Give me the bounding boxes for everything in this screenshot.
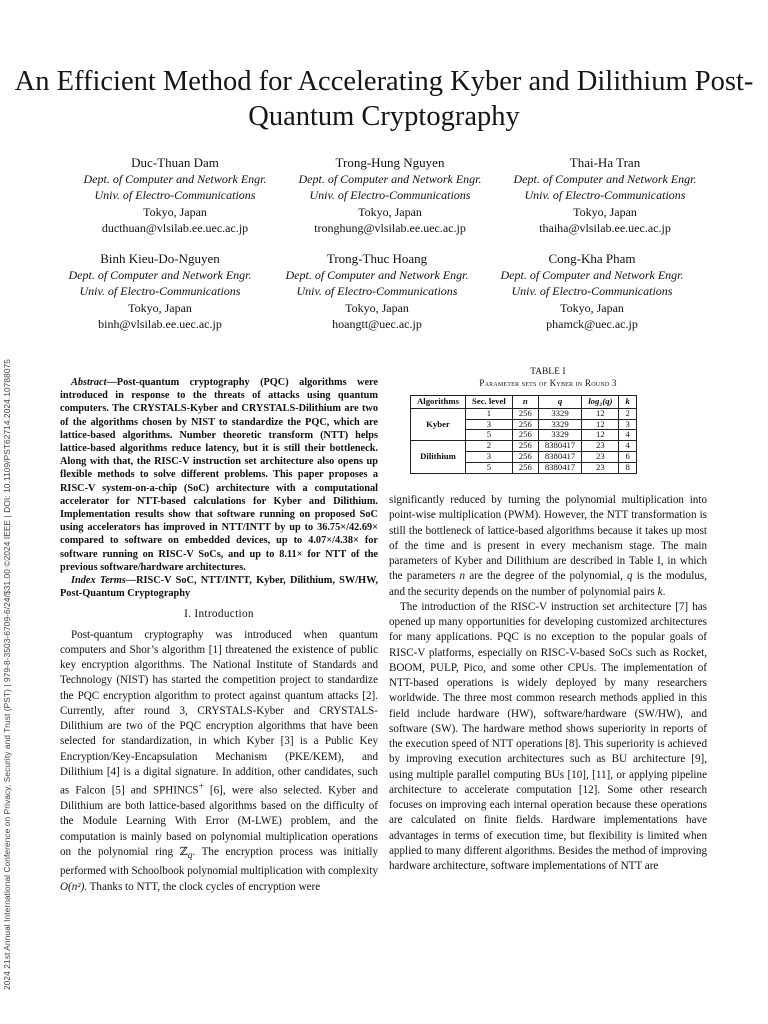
table-cell: 23 bbox=[582, 462, 619, 473]
author-dept: Dept. of Computer and Network Engr. bbox=[513, 172, 697, 186]
math-var: k bbox=[657, 585, 663, 598]
author-name: Thai-Ha Tran bbox=[569, 155, 641, 170]
paper-title bbox=[0, 64, 768, 134]
table-caption-label: TABLE I bbox=[530, 366, 566, 376]
author-city: Tokyo, Japan bbox=[345, 300, 409, 315]
table-cell: 6 bbox=[619, 451, 636, 462]
table-header: k bbox=[619, 396, 636, 409]
author-dept: Dept. of Computer and Network Engr. bbox=[500, 268, 684, 282]
index-terms-text: —RISC-V SoC, NTT/INTT, Kyber, Dilithium, SW/HW, Post-Quantum Cryptography bbox=[60, 575, 378, 600]
author-univ: Univ. of Electro-Communications bbox=[511, 284, 673, 299]
table-cell: 256 bbox=[512, 462, 538, 473]
body-text: significantly reduced by turning the polynomial multiplication into point-wise multiplication (PWM). However, the NTT transformation is still the bottleneck of lattice-based algorithms because it takes up most of the time and is present in every mechanism stage. The main parameters of Kyber and Dilithium are described in Table I, in which the parameters bbox=[389, 494, 707, 583]
table-header: Algorithms bbox=[411, 396, 466, 409]
table-cell: 256 bbox=[512, 408, 538, 419]
author-email: tronghung@vlsilab.ee.uec.ac.jp bbox=[314, 220, 466, 235]
intro-paragraph bbox=[60, 628, 378, 895]
table-cell: 1 bbox=[466, 408, 513, 419]
paper-title-text: An Efficient Method for Accelerating Kyber and Dilithium Post-Quantum Cryptography bbox=[14, 66, 754, 132]
author-univ: Univ. of Electro-Communications bbox=[309, 188, 471, 203]
complexity-expr: O(n²) bbox=[60, 880, 85, 893]
body-paragraph bbox=[389, 493, 707, 600]
author-name: Binh Kieu-Do-Nguyen bbox=[100, 251, 220, 266]
author-email: hoangtt@uec.ac.jp bbox=[332, 316, 422, 331]
table-header: n bbox=[512, 396, 538, 409]
table-cell: 256 bbox=[512, 441, 538, 452]
author-univ: Univ. of Electro-Communications bbox=[79, 284, 241, 299]
left-column bbox=[60, 376, 378, 895]
author-univ: Univ. of Electro-Communications bbox=[94, 188, 256, 203]
index-terms-label: Index Terms bbox=[71, 575, 126, 587]
author-city: Tokyo, Japan bbox=[560, 300, 624, 315]
math-var: n bbox=[459, 570, 466, 583]
ring-subscript: q bbox=[187, 851, 193, 862]
math-var: q bbox=[627, 570, 633, 583]
table-group-label: Dilithium bbox=[411, 441, 466, 473]
table-cell: 5 bbox=[466, 462, 513, 473]
table-cell: 3329 bbox=[538, 408, 581, 419]
table-cell: 5 bbox=[466, 430, 513, 441]
author-dept: Dept. of Computer and Network Engr. bbox=[83, 172, 267, 186]
author-email: binh@vlsilab.ee.uec.ac.jp bbox=[98, 316, 222, 331]
table-cell: 3329 bbox=[538, 430, 581, 441]
intro-text: Post-quantum cryptography was introduced when quantum computers and Shor’s algorithm [1] threatened the existence of public key encryption algorithms. The National Institute of Standards and Technology (NIST) has started the competition project to standardize the PQC encryption algorithm to protect against quantum attacks [2]. Currently, after round 3, CRYSTALS-Kyber and CRYSTALS-Dilithium are two of the PQC encryption algorithms that have been selected for standardization, in which Kyber [3] is a Public Key Encryption/Key-Encapsulation Mechanism (PKE/KEM), and Dilithium [4] is a digital signature. In addition, other candidates, such as Falcon [5] and SPHINCS bbox=[60, 628, 378, 797]
table-cell: 8 bbox=[619, 462, 636, 473]
author-name: Trong-Hung Nguyen bbox=[335, 155, 445, 170]
author-email: ducthuan@vlsilab.ee.uec.ac.jp bbox=[101, 220, 249, 235]
table-cell: 8380417 bbox=[538, 462, 581, 473]
intro-text: . Thanks to NTT, the clock cycles of encryption were bbox=[84, 880, 321, 893]
table-group-label: Kyber bbox=[411, 408, 466, 440]
ring-symbol: ℤ bbox=[179, 845, 188, 858]
right-column bbox=[389, 493, 707, 874]
table-row bbox=[411, 408, 637, 419]
abstract bbox=[60, 376, 378, 574]
table-cell: 3 bbox=[466, 451, 513, 462]
body-text: is the modulus, and the security depends on the number of polynomial pairs bbox=[389, 570, 708, 598]
superscript-plus: + bbox=[198, 782, 204, 793]
table-cell: 8380417 bbox=[538, 451, 581, 462]
abstract-label: Abstract bbox=[71, 377, 107, 388]
intro-text: . The encryption process was initially performed with Schoolbook polynomial multiplication with complexity bbox=[60, 845, 378, 878]
table-cell: 256 bbox=[512, 419, 538, 430]
author-name: Duc-Thuan Dam bbox=[131, 155, 219, 170]
table-cell: 2 bbox=[619, 408, 636, 419]
section-heading-introduction: I. Introduction bbox=[184, 608, 254, 621]
author-name: Cong-Kha Pham bbox=[548, 251, 636, 266]
author-block bbox=[490, 155, 720, 236]
table-caption bbox=[389, 366, 707, 389]
author-block bbox=[262, 251, 492, 332]
author-city: Tokyo, Japan bbox=[573, 204, 637, 219]
table-cell: 256 bbox=[512, 451, 538, 462]
table-caption-title: Parameter sets of Kyber in Round 3 bbox=[479, 377, 617, 388]
table-cell: 12 bbox=[582, 419, 619, 430]
table-cell: 4 bbox=[619, 441, 636, 452]
author-city: Tokyo, Japan bbox=[128, 300, 192, 315]
table-cell: 3 bbox=[466, 419, 513, 430]
author-univ: Univ. of Electro-Communications bbox=[524, 188, 686, 203]
table-cell: 4 bbox=[619, 430, 636, 441]
author-block bbox=[477, 251, 707, 332]
table-cell: 3 bbox=[619, 419, 636, 430]
author-email: thaiha@vlsilab.ee.uec.ac.jp bbox=[539, 220, 671, 235]
author-dept: Dept. of Computer and Network Engr. bbox=[298, 172, 482, 186]
author-univ: Univ. of Electro-Communications bbox=[296, 284, 458, 299]
table-header: q bbox=[538, 396, 581, 409]
side-identifier: 2024 21st Annual International Conference on Privacy, Security and Trust (PST) | 979-8-3503-6709-6/24/$31.00 ©2024 IEEE | DOI: 10.1109/PST62714.2024.10788075 bbox=[2, 359, 12, 990]
body-text: . bbox=[662, 585, 666, 598]
author-block bbox=[275, 155, 505, 236]
body-paragraph: The introduction of the RISC-V instruction set architecture [7] has opened up many opportunities for developing customized architectures for many applications. PQC is no exception to the popular goals of RISC-V platforms, especially on RISC-V-based SoCs such as Rocket, BOOM, PULP, Pico, and some other CPUs. The implementation of NTT-based operations is widely deployed by many researchers worldwide. The three most common research methods applied in this field include hardware (HW), software/hardware (SW/HW), and software (SW). The hardware method shows superiority in reports of the execution speed of NTT operations [8]. This superiority is achieved by improving execution architectures such as BU architecture [9], using multiple parallel computing BUs [10], [11], or applying pipeline architecture to accelerate computation [12]. Some other research focuses on improving each internal operation because these operations are calculated on finite fields. Hardware implementations have advantages in terms of execution time, but flexibility is limited when applied to many different algorithms. Besides the method of improving hardware architecture, software implementations of NTT are bbox=[389, 600, 707, 872]
table-header-row bbox=[411, 396, 637, 409]
table-cell: 12 bbox=[582, 430, 619, 441]
author-city: Tokyo, Japan bbox=[143, 204, 207, 219]
table-cell: 3329 bbox=[538, 419, 581, 430]
author-dept: Dept. of Computer and Network Engr. bbox=[285, 268, 469, 282]
table-cell: 2 bbox=[466, 441, 513, 452]
author-dept: Dept. of Computer and Network Engr. bbox=[68, 268, 252, 282]
index-terms bbox=[60, 574, 378, 600]
table-cell: 256 bbox=[512, 430, 538, 441]
table-cell: 23 bbox=[582, 451, 619, 462]
author-block bbox=[60, 155, 290, 236]
table-cell: 8380417 bbox=[538, 441, 581, 452]
author-email: phamck@uec.ac.jp bbox=[546, 316, 638, 331]
author-name: Trong-Thuc Hoang bbox=[326, 251, 428, 266]
abstract-text: —Post-quantum cryptography (PQC) algorithms were introduced in response to the threats of attacks using quantum computers. The CRYSTALS-Kyber and CRYSTALS-Dilithium are two of the algorithms chosen by NIST to standardize the PQC, which are lattice-based algorithms. Number theoretic transform (NTT) helps lattice-based algorithms reduce latency, but it is still their bottleneck. Along with that, the RISC-V instruction set architecture also opens up flexible methods to solve different problems. This paper proposes a RISC-V system-on-a-chip (SoC) architecture with a computational accelerator for NTT-based calculations for Kyber and Dilithium. Implementation results show that software running on proposed SoC using accelerators has improved in NTT/INTT by up to 36.75×/42.69× compared to software on embedded devices, up to 4.07×/4.38× for software running on RISC-V SoCs, and up to 8.11× for NTT of the previous software/hardware architectures. bbox=[60, 377, 378, 573]
table-cell: 23 bbox=[582, 441, 619, 452]
parameter-table bbox=[410, 395, 637, 474]
table-row bbox=[411, 441, 637, 452]
author-block bbox=[45, 251, 275, 332]
body-text: are the degree of the polynomial, bbox=[465, 570, 628, 583]
intro-text: [6], were also selected. Kyber and Dilithium are both lattice-based algorithms based on the difficulty of the Module Learning With Error (M-LWE) problem, and the computation is mainly based on polynomial multiplication operations on the polynomial ring bbox=[60, 784, 379, 858]
table-cell: 12 bbox=[582, 408, 619, 419]
table-header: log₂(q) bbox=[582, 396, 619, 409]
author-city: Tokyo, Japan bbox=[358, 204, 422, 219]
table-header: Sec. level bbox=[466, 396, 513, 409]
